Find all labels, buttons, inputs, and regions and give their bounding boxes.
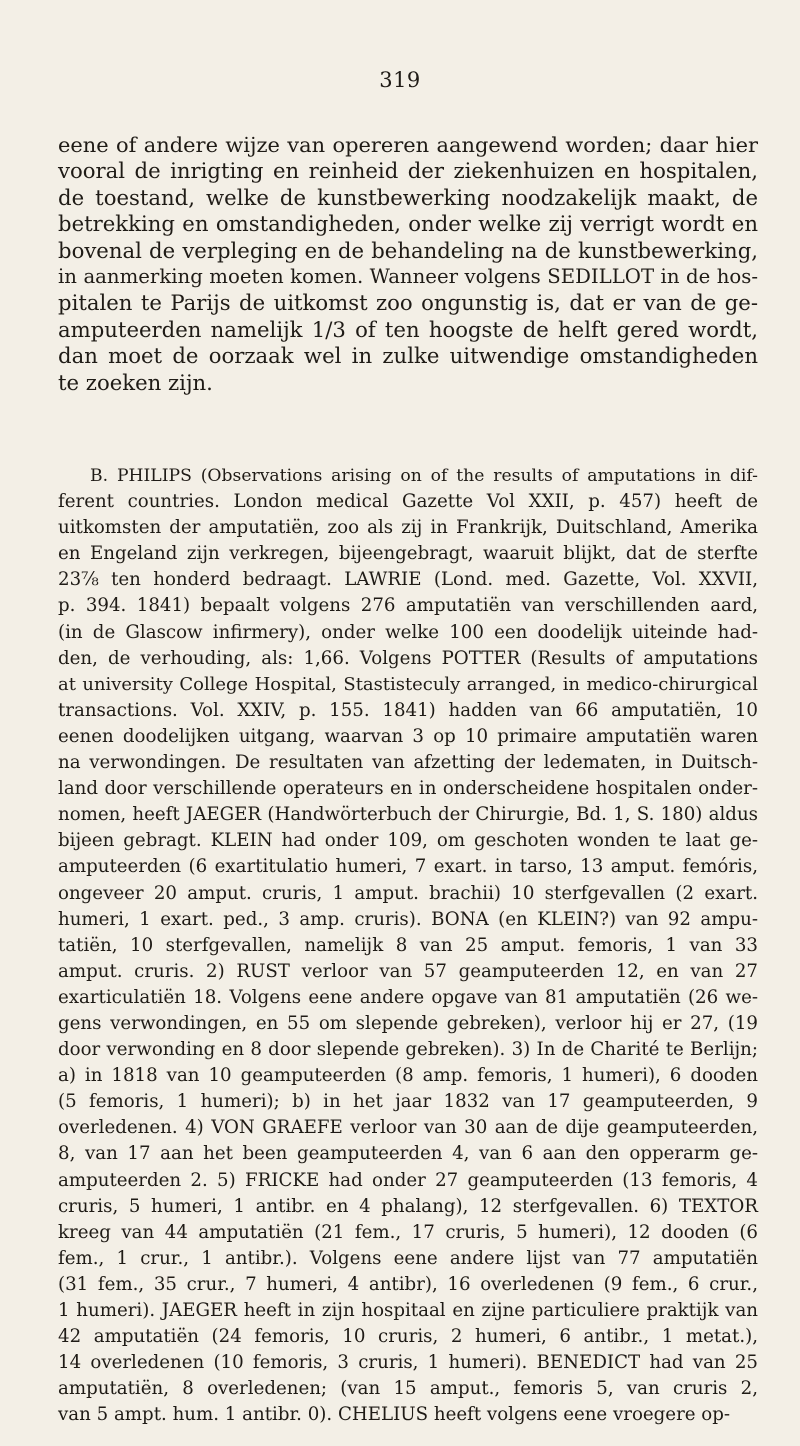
footnote-line: (in de Glascow infirmery), onder welke 100 een doodelijk uiteinde had- xyxy=(58,621,758,643)
footnote-line: transactions. Vol. XXIV, p. 155. 1841) hadden van 66 amputatiën, 10 xyxy=(58,699,758,721)
footnote-line: na verwondingen. De resultaten van afzetting der ledematen, in Duitsch- xyxy=(58,752,758,774)
footnote-line: (5 femoris, 1 humeri); b) in het jaar 1832 van 17 geamputeerden, 9 xyxy=(58,1091,758,1113)
body-line: dan moet de oorzaak wel in zulke uitwendige omstandigheden xyxy=(58,343,758,369)
body-line: de toestand, welke de kunstbewerking noodzakelijk maakt, de xyxy=(58,184,758,210)
footnote-line: bijeen gebragt. KLEIN had onder 109, om geschoten wonden te laat ge- xyxy=(58,830,758,852)
body-line: amputeerden namelijk 1/3 of ten hoogste de helft gered wordt, xyxy=(58,316,758,342)
footnote-line: amputeerden (6 exartitulatio humeri, 7 exart. in tarso, 13 amput. femóris, xyxy=(58,856,758,878)
footnote-line: en Engeland zijn verkregen, bijeengebragt, waaruit blijkt, dat de sterfte xyxy=(58,543,758,565)
footnote-line: nomen, heeft JAEGER (Handwörterbuch der Chirurgie, Bd. 1, S. 180) aldus xyxy=(58,804,758,826)
footnote-line: humeri, 1 exart. ped., 3 amp. cruris). BONA (en KLEIN?) van 92 ampu- xyxy=(58,908,758,930)
footnote-line: (31 fem., 35 crur., 7 humeri, 4 antibr), 16 overledenen (9 fem., 6 crur., xyxy=(58,1273,758,1295)
footnote-line: p. 394. 1841) bepaalt volgens 276 amputatiën van verschillenden aard, xyxy=(58,595,758,617)
footnote-line: amputatiën, 8 overledenen; (van 15 amput., femoris 5, van cruris 2, xyxy=(58,1378,758,1400)
footnote-line: 42 amputatiën (24 femoris, 10 cruris, 2 humeri, 6 antibr., 1 metat.), xyxy=(58,1326,758,1348)
footnote-line: overledenen. 4) VON GRAEFE verloor van 30 aan de dije geamputeerden, xyxy=(58,1117,758,1139)
footnote-line: 1 humeri). JAEGER heeft in zijn hospitaal en zijne particuliere praktijk van xyxy=(58,1300,758,1321)
footnote-line: ongeveer 20 amput. cruris, 1 amput. brachii) 10 sterfgevallen (2 exart. xyxy=(58,882,758,904)
footnote-line: land door verschillende operateurs en in onderscheidene hospitalen onder- xyxy=(58,778,758,800)
footnote-line: door verwonding en 8 door slepende gebreken). 3) In de Charité te Berlijn; xyxy=(58,1039,758,1061)
footnote-line: amputeerden 2. 5) FRICKE had onder 27 geamputeerden (13 femoris, 4 xyxy=(58,1169,758,1191)
footnote-line: eenen doodelijken uitgang, waarvan 3 op 10 primaire amputatiën waren xyxy=(58,725,758,747)
footnote-line: uitkomsten der amputatiën, zoo als zij in Frankrijk, Duitschland, Amerika xyxy=(58,517,758,539)
footnote-line: 23⅞ ten honderd bedraagt. LAWRIE (Lond. med. Gazette, Vol. XXVII, xyxy=(58,569,758,591)
body-line: te zoeken zijn. xyxy=(58,369,213,395)
footnote-line: kreeg van 44 amputatiën (21 fem., 17 cruris, 5 humeri), 12 dooden (6 xyxy=(58,1221,758,1243)
footnote-line: a) in 1818 van 10 geamputeerden (8 amp. femoris, 1 humeri), 6 dooden xyxy=(58,1065,758,1087)
body-line: bovenal de verpleging en de behandeling na de kunstbewerking, xyxy=(58,237,758,263)
footnote-block xyxy=(58,463,758,1428)
main-paragraph xyxy=(58,132,758,396)
footnote-line: amput. cruris. 2) RUST verloor van 57 geamputeerden 12, en van 27 xyxy=(58,960,758,982)
body-line: betrekking en omstandigheden, onder welke zij verrigt wordt en xyxy=(58,211,758,237)
footnote-line: tatiën, 10 sterfgevallen, namelijk 8 van 25 amput. femoris, 1 van 33 xyxy=(58,934,758,956)
body-line: pitalen te Parijs de uitkomst zoo ongunstig is, dat er van de ge- xyxy=(58,290,758,316)
footnote-line: B. PHILIPS (Observations arising on of the results of amputations in dif- xyxy=(90,466,758,486)
footnote-line: van 5 ampt. hum. 1 antibr. 0). CHELIUS heeft volgens eene vroegere op- xyxy=(58,1404,731,1426)
footnote-line: gens verwondingen, en 55 om slepende gebreken), verloor hij er 27, (19 xyxy=(58,1012,758,1034)
footnote-line: at university College Hospital, Stastisteculy arranged, in medico-chirurgical xyxy=(58,673,758,695)
footnote-line: den, de verhouding, als: 1,66. Volgens POTTER (Results of amputations xyxy=(58,647,758,669)
footnote-line: exarticulatiën 18. Volgens eene andere opgave van 81 amputatiën (26 we- xyxy=(58,986,758,1008)
body-line: vooral de inrigting en reinheid der ziekenhuizen en hospitalen, xyxy=(58,158,758,184)
body-line: eene of andere wijze van opereren aangewend worden; daar hier xyxy=(58,133,758,157)
footnote-line: cruris, 5 humeri, 1 antibr. en 4 phalang), 12 sterfgevallen. 6) TEXTOR xyxy=(58,1195,758,1217)
footnote-line: 8, van 17 aan het been geamputeerden 4, van 6 aan den opperarm ge- xyxy=(58,1143,758,1165)
body-line: in aanmerking moeten komen. Wanneer volgens SEDILLOT in de hos- xyxy=(58,265,758,289)
page-number: 319 xyxy=(379,68,421,92)
footnote-line: ferent countries. London medical Gazette Vol XXII, p. 457) heeft de xyxy=(58,491,758,513)
footnote-line: fem., 1 crur., 1 antibr.). Volgens eene andere lijst van 77 amputatiën xyxy=(58,1247,758,1269)
footnote-line: 14 overledenen (10 femoris, 3 cruris, 1 humeri). BENEDICT had van 25 xyxy=(58,1352,758,1374)
